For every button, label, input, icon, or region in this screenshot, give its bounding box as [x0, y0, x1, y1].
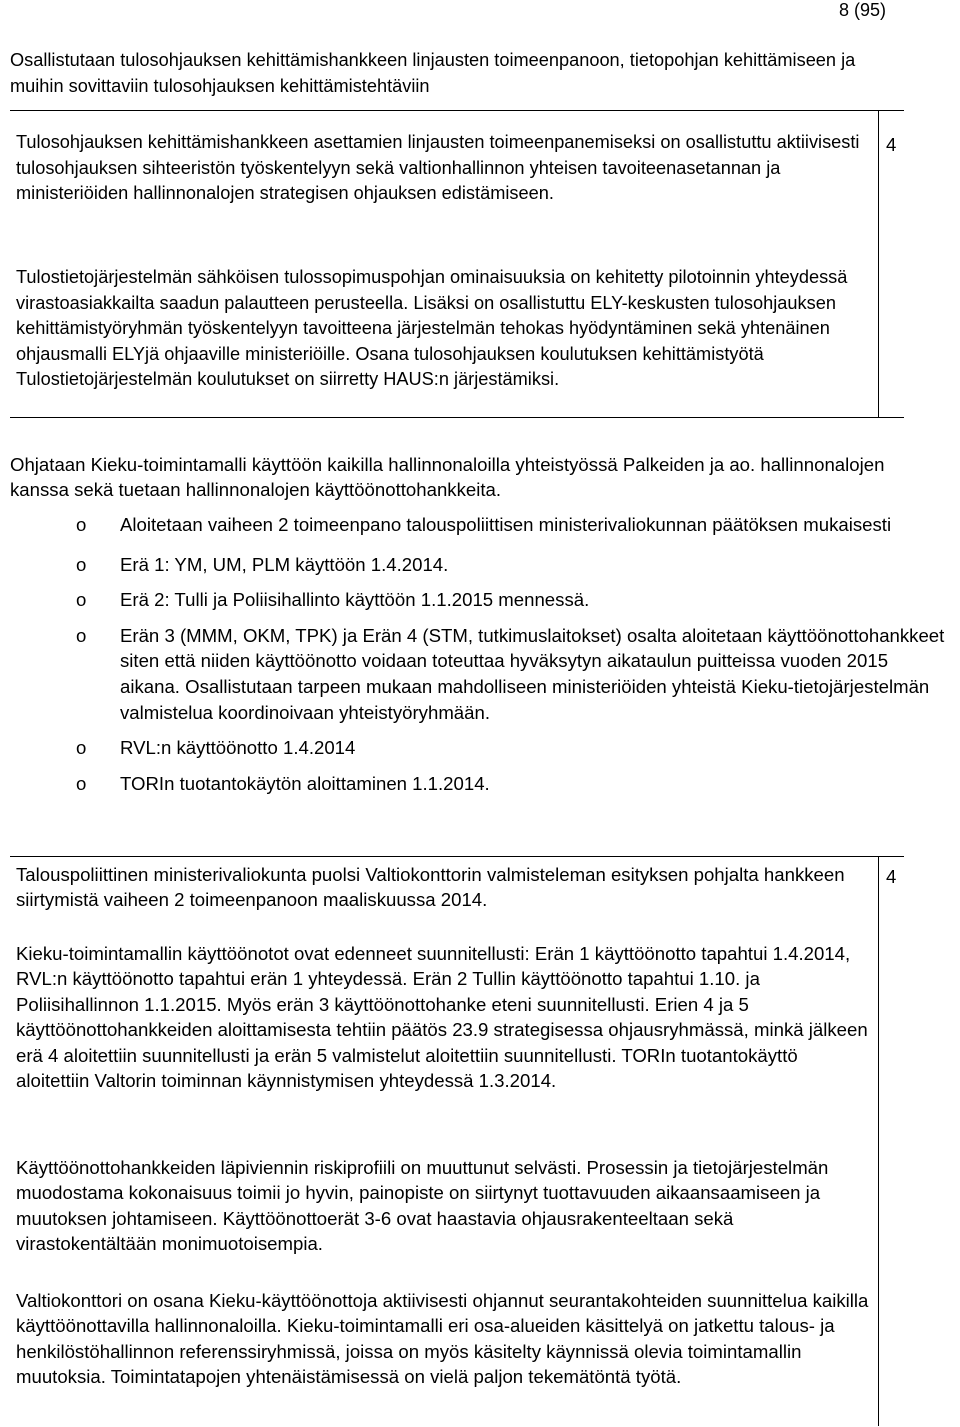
bullet-item — [16, 512, 946, 538]
intro-heading: Osallistutaan tulosohjauksen kehittämishankkeen linjausten toimeenpanoon, tietopohjan kehittämiseen ja muihin sovittaviin tulosohjauksen kehittämistehtäviin — [10, 50, 856, 96]
box2-paragraph-4: Valtiokonttori on osana Kieku-käyttöönottoja aktiivisesti ohjannut seurantakohteiden suunnittelua kaikilla käyttöönottavilla hallinnonaloilla. Kieku-toimintamalli eri osa-alueiden käsittelyä on jatkettu talous- ja henkilöstöhallinnon referenssiryhmissä, joissa on myös käsitelty käynnissä olevia toimintamallin muutoksia. Toimintatapojen yhtenäistämisessä on vielä paljon tekemätöntä työtä. — [16, 1290, 869, 1388]
box2-paragraph-3: Käyttöönottohankkeiden läpiviennin riskiprofiili on muuttunut selvästi. Prosessin ja tietojärjestelmän muodostama kokonaisuus toimii jo hyvin, painopiste on siirtynyt tuottavuuden aikaansaamiseen ja muutoksen johtamiseen. Käyttöönottoerät 3-6 ovat haastavia ohjausrakenteeltaan sekä virastokentältään monimuotoisempia. — [16, 1157, 829, 1255]
box1-paragraph-1: Tulosohjauksen kehittämishankkeen asettamien linjausten toimeenpanemiseksi on osallistuttu aktiivisesti tulosohjauksen sihteeristön työskentelyyn sekä valtionhallinnon yhteisen tavoiteenasetannan ja ministeriöiden hallinnonalojen strategisen ohjauksen edistämiseen. — [16, 132, 860, 204]
bullet-text: Erän 3 (MMM, OKM, TPK) ja Erän 4 (STM, tutkimuslaitokset) osalta aloitetaan käyttöönottohankkeet siten että niiden käyttöönotto voidaan toteuttaa hyväksytyn aikataulun puitteissa vuoden 2015 aikana. Osallistutaan tarpeen mukaan mahdolliseen ministeriöiden yhteistä Kieku-tietojärjestelmän valmistelua koordinoivaan yhteistyöryhmään. — [120, 624, 945, 723]
box1-grade: 4 — [886, 134, 897, 155]
box2-divider — [878, 856, 879, 1426]
intro-heading-2: Ohjataan Kieku-toimintamalli käyttöön kaikilla hallinnonaloilla yhteistyössä Palkeiden ja ao. hallinnonalojen kanssa sekä tuetaan hallinnonalojen käyttöönottohankkeita. — [10, 454, 885, 501]
bullet-marker: o — [76, 514, 87, 535]
box1-paragraph-2: Tulostietojärjestelmän sähköisen tulossopimuspohjan ominaisuuksia on kehitetty pilotoinnin yhteydessä virastoasiakkailta saadun palautteen perusteella. Lisäksi on osallistuttu ELY-keskusten tulosohjauksen kehittämistyöryhmän työskentelyyn tavoitteena järjestelmän tehokas hyödyntäminen sekä yhtenäinen ohjausmalli ELYjä ohjaaville ministeriöille. Osana tulosohjauksen koulutuksen kehittämistyötä Tulostietojärjestelmän koulutukset on siirretty HAUS:n järjestämiksi. — [16, 267, 848, 390]
bullet-marker: o — [76, 589, 87, 611]
bullet-item — [16, 771, 946, 797]
bullet-marker: o — [76, 772, 87, 794]
box2-grade: 4 — [886, 866, 897, 887]
bullet-marker: o — [76, 553, 87, 575]
bullet-text: Erä 1: YM, UM, PLM käyttöön 1.4.2014. — [120, 553, 449, 575]
bullet-text: TORIn tuotantokäytön aloittaminen 1.1.2014. — [120, 772, 490, 794]
bullet-item — [16, 587, 946, 613]
bullet-text: RVL:n käyttöönotto 1.4.2014 — [120, 737, 356, 759]
box1-divider — [878, 110, 879, 418]
bullet-marker: o — [76, 624, 87, 646]
bullet-item — [16, 735, 946, 761]
bullet-list — [16, 512, 946, 796]
bullet-item — [16, 552, 946, 578]
bullet-text: Aloitetaan vaiheen 2 toimeenpano talouspoliittisen ministerivaliokunnan päätöksen mukaisesti — [120, 514, 892, 535]
page-number: 8 (95) — [838, 0, 886, 20]
bullet-marker: o — [76, 737, 87, 759]
bullet-item — [16, 623, 946, 725]
box2-paragraph-2: Kieku-toimintamallin käyttöönotot ovat edenneet suunnitellusti: Erän 1 käyttöönotto tapahtui 1.4.2014, RVL:n käyttöönotto tapahtui erän 1 yhteydessä. Erän 2 Tullin käyttöönotto tapahtui 1.10. ja Poliisihallinnon 1.1.2015. Myös erän 3 käyttöönottohanke eteni suunnitellusti. Erien 4 ja 5 käyttöönottohankkeiden aloittamisesta tehtiin päätös 23.9 strategisessa ohjausryhmässä, minkä jälkeen erä 4 aloitettiin suunnitellusti ja erän 5 valmistelut aloitettiin suunnitellusti. TORIn tuotantokäyttö aloitettiin Valtorin toiminnan käynnistymisen yhteydessä 1.3.2014. — [16, 943, 868, 1092]
box2-paragraph-1: Talouspoliittinen ministerivaliokunta puolsi Valtiokonttorin valmisteleman esityksen pohjalta hankkeen siirtymistä vaiheen 2 toimeenpanoon maaliskuussa 2014. — [16, 864, 845, 911]
bullet-text: Erä 2: Tulli ja Poliisihallinto käyttöön 1.1.2015 mennessä. — [120, 589, 590, 611]
